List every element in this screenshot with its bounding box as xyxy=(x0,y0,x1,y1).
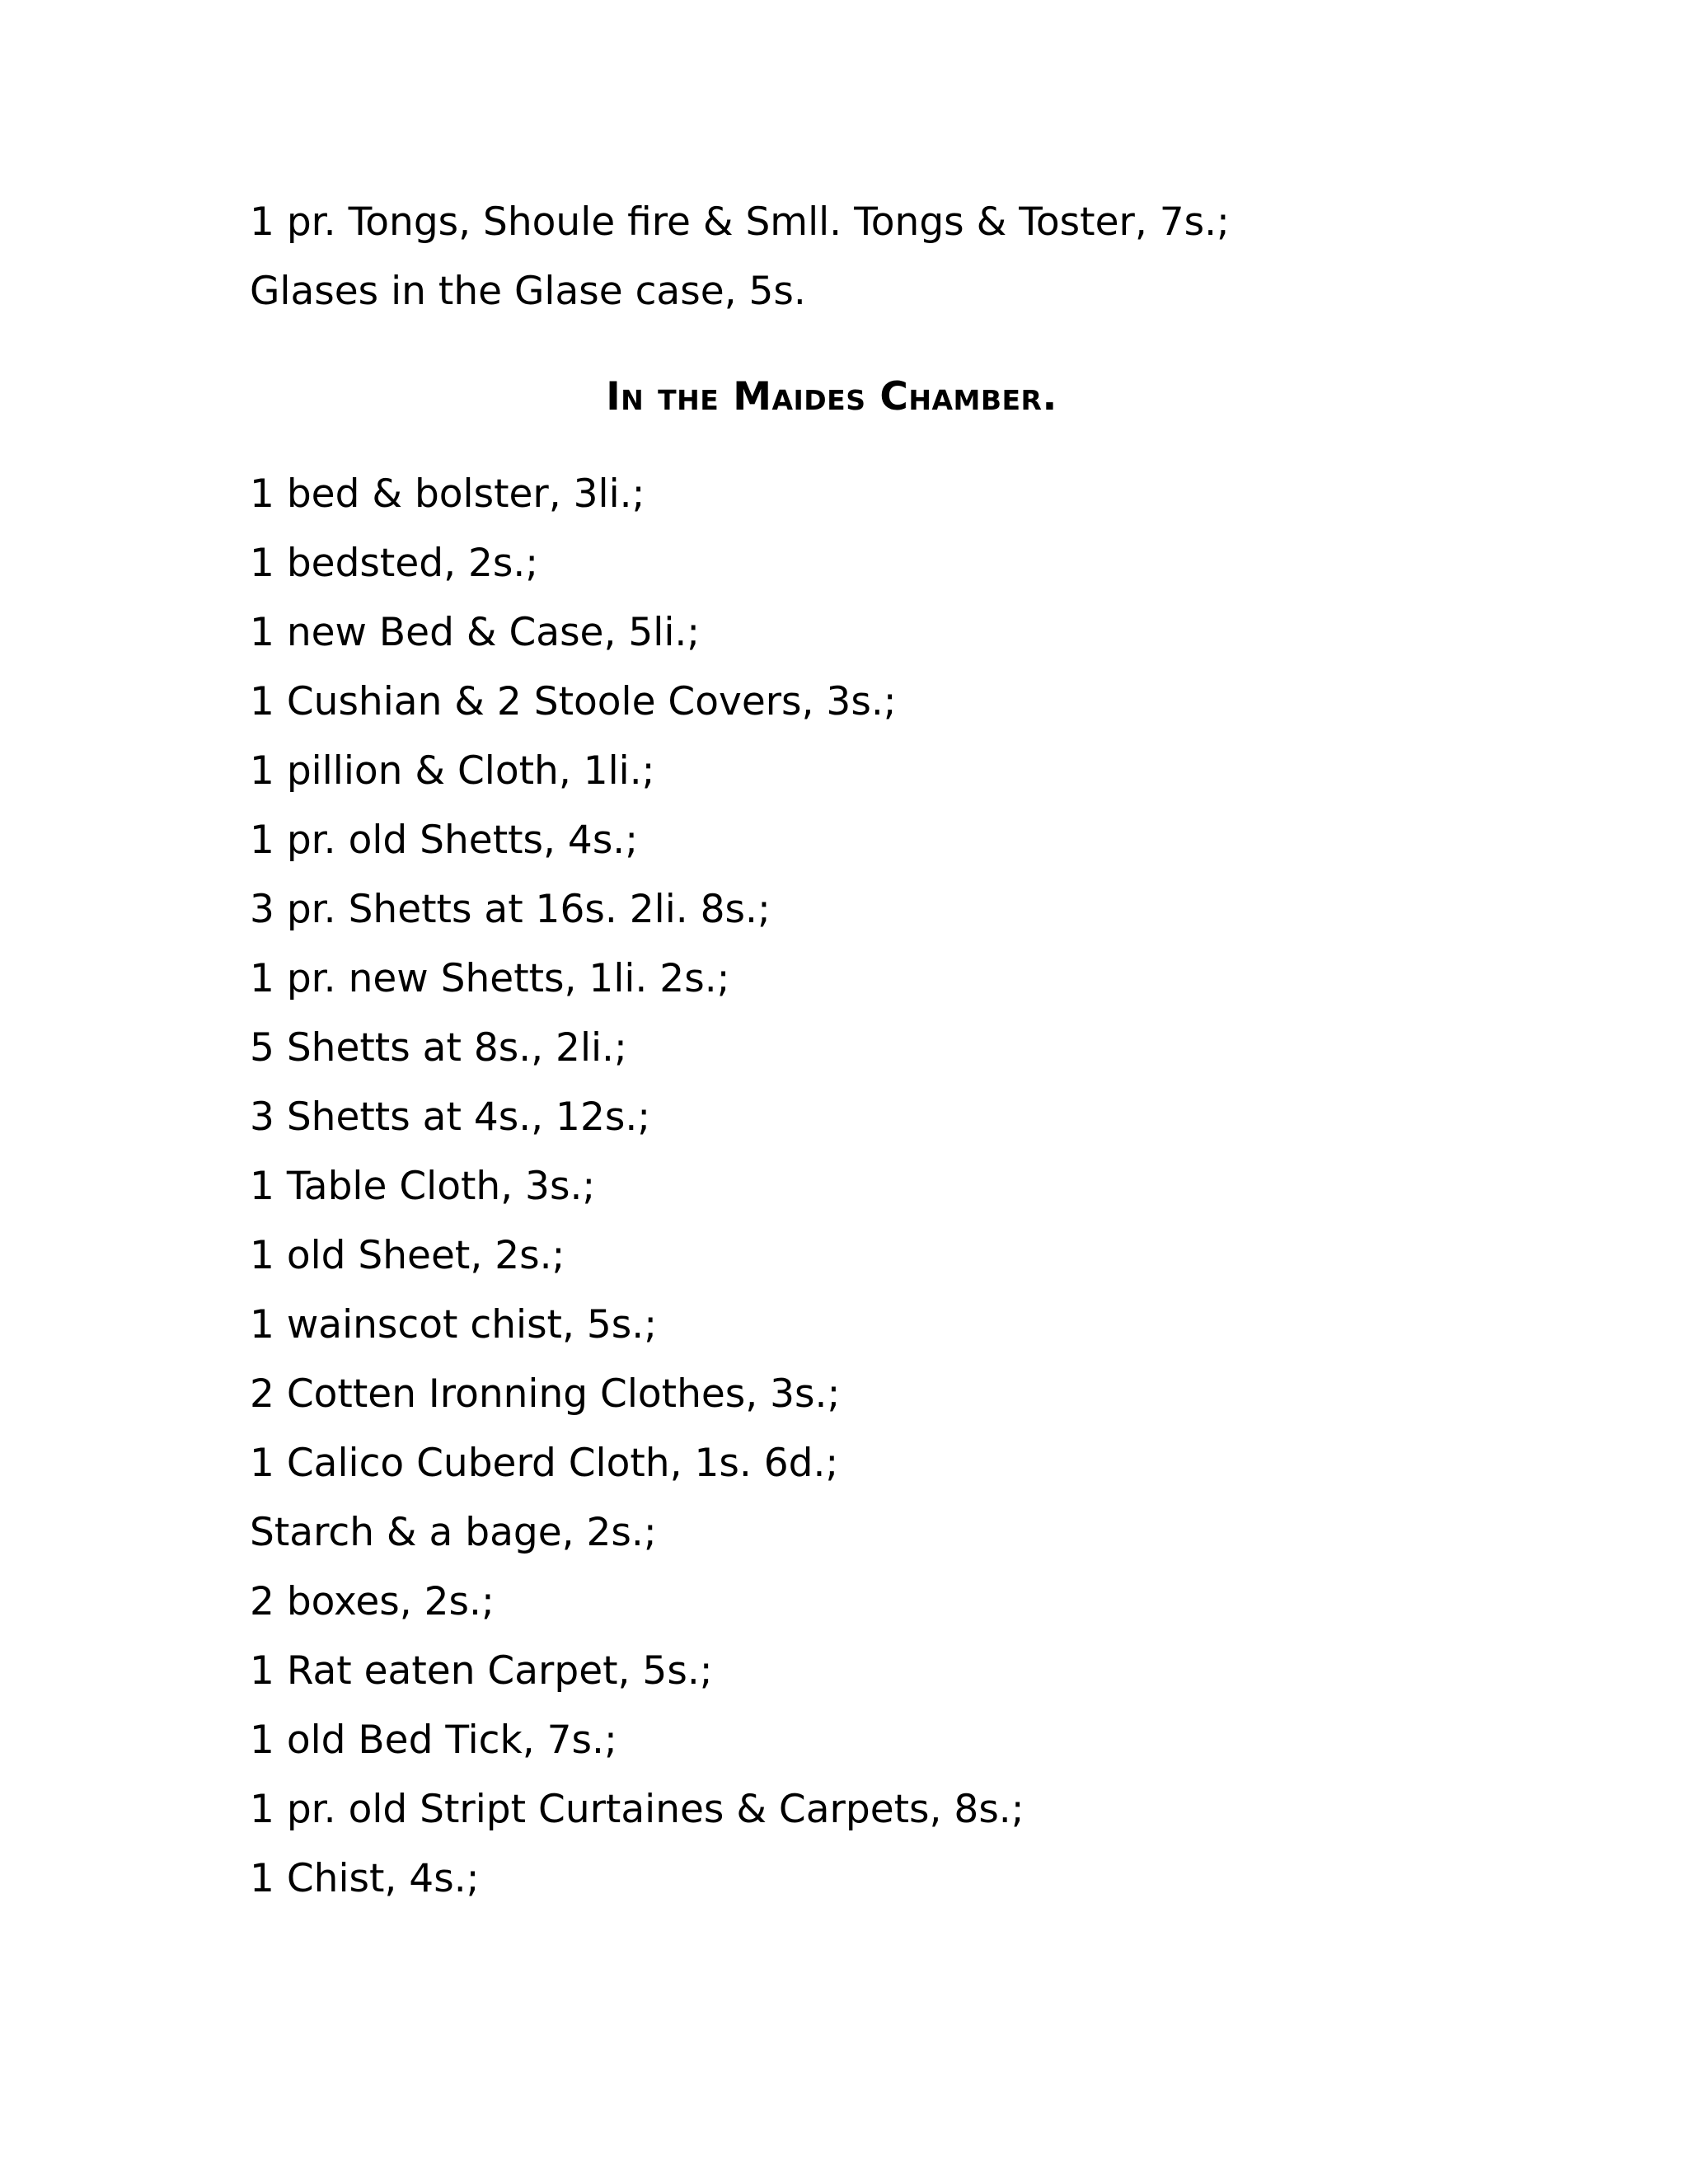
list-item: 3 Shetts at 4s., 12s.; xyxy=(250,1094,651,1140)
list-item: 1 pr. new Shetts, 1li. 2s.; xyxy=(250,956,730,1001)
list-item: 1 old Sheet, 2s.; xyxy=(250,1233,565,1278)
list-item: 1 bed & bolster, 3li.; xyxy=(250,471,645,517)
list-item: 1 old Bed Tick, 7s.; xyxy=(250,1718,617,1763)
section-heading: In the Maides Chamber. xyxy=(606,374,1057,419)
list-item: 1 Calico Cuberd Cloth, 1s. 6d.; xyxy=(250,1441,839,1486)
list-item: 2 boxes, 2s.; xyxy=(250,1579,495,1624)
list-item: 1 bedsted, 2s.; xyxy=(250,541,539,586)
text-line-glases: Glases in the Glase case, 5s. xyxy=(250,269,806,314)
list-item: 1 Table Cloth, 3s.; xyxy=(250,1164,596,1209)
list-item: 1 new Bed & Case, 5li.; xyxy=(250,610,701,655)
list-item: 3 pr. Shetts at 16s. 2li. 8s.; xyxy=(250,887,771,932)
list-item: 1 Cushian & 2 Stoole Covers, 3s.; xyxy=(250,679,897,724)
list-item: Starch & a bage, 2s.; xyxy=(250,1510,657,1555)
text-line-tongs: 1 pr. Tongs, Shoule fire & Smll. Tongs & Toster, 7s.; xyxy=(250,199,1230,245)
list-item: 1 pr. old Stript Curtaines & Carpets, 8s.; xyxy=(250,1787,1025,1832)
list-item: 1 pr. old Shetts, 4s.; xyxy=(250,818,639,863)
list-item: 5 Shetts at 8s., 2li.; xyxy=(250,1025,627,1071)
list-item: 1 pillion & Cloth, 1li.; xyxy=(250,748,655,794)
list-item: 1 Rat eaten Carpet, 5s.; xyxy=(250,1648,713,1694)
list-item: 2 Cotten Ironning Clothes, 3s.; xyxy=(250,1371,841,1417)
list-item: 1 wainscot chist, 5s.; xyxy=(250,1302,658,1347)
list-item: 1 Chist, 4s.; xyxy=(250,1856,480,1901)
